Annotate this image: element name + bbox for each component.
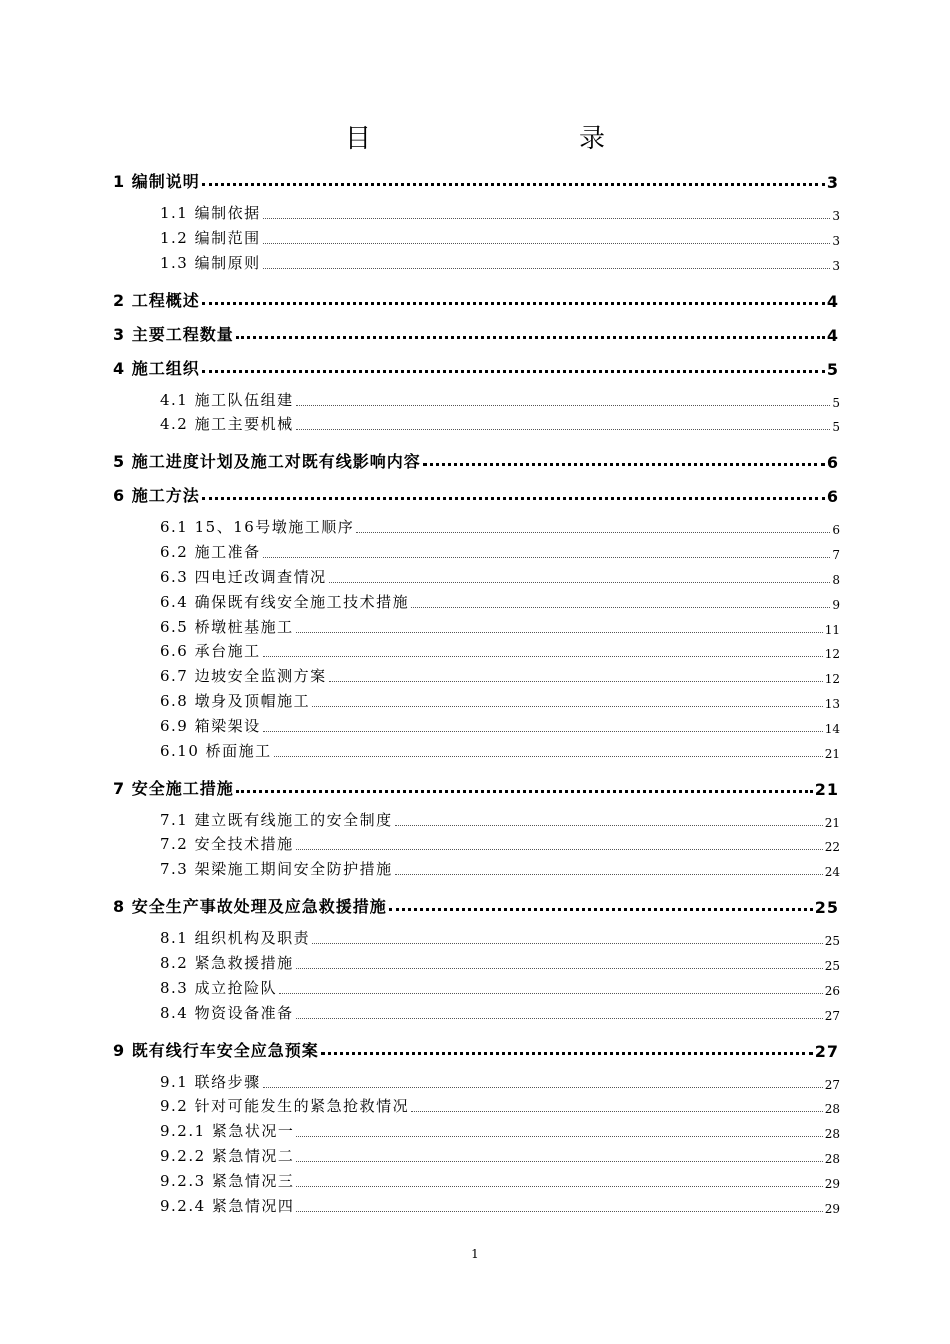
toc-entry-page: 12 xyxy=(824,647,840,662)
toc-entry-label: 7.3 架梁施工期间安全防护措施 xyxy=(160,860,393,879)
toc-section-entry[interactable] xyxy=(160,1001,840,1023)
toc-entry-page: 12 xyxy=(824,672,840,687)
toc-section-entry[interactable] xyxy=(160,226,840,248)
toc-dot-leader xyxy=(395,825,823,826)
toc-section-entry[interactable] xyxy=(160,615,840,637)
toc-dot-leader xyxy=(202,370,825,373)
toc-entry-label: 9.2.2 紧急情况二 xyxy=(160,1147,295,1165)
toc-entry-label: 2 工程概述 xyxy=(113,290,200,310)
toc-entry-page: 28 xyxy=(824,1102,840,1117)
toc-entry-label: 8 安全生产事故处理及应急救援措施 xyxy=(113,897,387,917)
toc-entry-page: 3 xyxy=(832,209,840,223)
toc-entry-page: 21 xyxy=(824,815,840,830)
toc-entry-label: 8.2 紧急救援措施 xyxy=(160,954,294,972)
toc-section-entry[interactable] xyxy=(160,639,840,661)
toc-dot-leader xyxy=(411,607,830,608)
toc-section-entry[interactable] xyxy=(160,388,840,410)
toc-chapter-entry[interactable] xyxy=(113,283,839,311)
toc-entry-page: 5 xyxy=(826,359,839,379)
toc-entry-page: 26 xyxy=(824,983,840,998)
toc-entry-page: 25 xyxy=(824,934,840,949)
toc-section-entry[interactable] xyxy=(160,1119,840,1141)
toc-entry-page: 28 xyxy=(824,1127,840,1142)
toc-section-entry[interactable] xyxy=(160,412,840,434)
page-title: 目 录 xyxy=(344,124,657,154)
toc-section-entry[interactable] xyxy=(160,976,840,998)
toc-dot-leader xyxy=(389,908,813,911)
toc-section-entry[interactable] xyxy=(160,590,840,612)
toc-entry-label: 8.4 物资设备准备 xyxy=(160,1003,294,1022)
toc-entry-label: 8.1 组织机构及职责 xyxy=(160,929,311,948)
toc-entry-page: 6 xyxy=(826,453,839,473)
toc-entry-page: 24 xyxy=(824,865,840,880)
toc-entry-label: 7 安全施工措施 xyxy=(113,778,234,798)
toc-section-entry[interactable] xyxy=(160,857,840,879)
toc-dot-leader xyxy=(411,1111,823,1112)
toc-entry-label: 6.10 桥面施工 xyxy=(160,741,272,760)
toc-entry-page: 9 xyxy=(832,597,840,612)
toc-entry-page: 21 xyxy=(814,779,839,799)
toc-chapter-entry[interactable] xyxy=(113,444,839,472)
toc-entry-label: 6.9 箱梁架设 xyxy=(160,716,261,735)
toc-dot-leader xyxy=(356,532,830,533)
toc-dot-leader xyxy=(423,463,825,466)
toc-entry-label: 1.1 编制依据 xyxy=(160,204,261,222)
toc-section-entry[interactable] xyxy=(160,1194,840,1216)
toc-dot-leader xyxy=(296,1161,822,1162)
toc-dot-leader xyxy=(296,405,831,406)
toc-chapter-entry[interactable] xyxy=(113,889,839,917)
toc-entry-label: 7.2 安全技术措施 xyxy=(160,835,294,854)
toc-dot-leader xyxy=(296,1136,822,1137)
toc-entry-label: 7.1 建立既有线施工的安全制度 xyxy=(160,810,393,829)
toc-entry-page: 29 xyxy=(824,1176,840,1191)
toc-entry-label: 9.2.1 紧急状况一 xyxy=(160,1122,295,1141)
toc-section-entry[interactable] xyxy=(160,739,840,761)
toc-dot-leader xyxy=(329,681,823,682)
toc-entry-page: 27 xyxy=(814,1041,839,1061)
toc-section-entry[interactable] xyxy=(160,1144,840,1166)
toc-section-entry[interactable] xyxy=(160,515,840,537)
toc-chapter-entry[interactable] xyxy=(113,1033,839,1061)
toc-entry-label: 6 施工方法 xyxy=(113,486,200,506)
toc-entry-label: 9 既有线行车安全应急预案 xyxy=(113,1040,319,1060)
toc-dot-leader xyxy=(296,968,823,969)
toc-section-entry[interactable] xyxy=(160,1070,840,1092)
toc-entry-page: 27 xyxy=(824,1008,840,1023)
toc-dot-leader xyxy=(263,1087,823,1088)
toc-entry-page: 29 xyxy=(824,1201,840,1216)
toc-dot-leader xyxy=(202,183,825,186)
toc-dot-leader xyxy=(329,582,831,583)
toc-entry-label: 6.1 15、16号墩施工顺序 xyxy=(160,518,355,537)
toc-entry-label: 1.3 编制原则 xyxy=(160,253,261,272)
toc-section-entry[interactable] xyxy=(160,1094,840,1116)
toc-section-entry[interactable] xyxy=(160,808,840,830)
toc-entry-label: 9.1 联络步骤 xyxy=(160,1072,261,1091)
toc-entry-page: 6 xyxy=(832,523,840,538)
toc-entry-page: 28 xyxy=(824,1152,840,1166)
toc-entry-page: 11 xyxy=(824,622,840,637)
toc-dot-leader xyxy=(263,656,823,657)
toc-dot-leader xyxy=(296,849,823,850)
toc-section-entry[interactable] xyxy=(160,251,840,273)
toc-entry-label: 4 施工组织 xyxy=(113,358,200,378)
toc-chapter-entry[interactable] xyxy=(113,164,839,192)
toc-chapter-entry[interactable] xyxy=(113,771,839,799)
toc-entry-page: 5 xyxy=(832,395,840,410)
toc-dot-leader xyxy=(279,993,823,994)
toc-chapter-entry[interactable] xyxy=(113,317,839,345)
toc-entry-label: 8.3 成立抢险队 xyxy=(160,978,278,997)
toc-entry-label: 1 编制说明 xyxy=(113,172,200,191)
toc-entry-page: 5 xyxy=(832,420,840,435)
toc-dot-leader xyxy=(263,268,831,269)
toc-dot-leader xyxy=(296,1211,822,1212)
toc-entry-page: 8 xyxy=(832,573,840,587)
toc-entry-page: 3 xyxy=(832,233,840,248)
toc-dot-leader xyxy=(395,874,823,875)
toc-dot-leader xyxy=(263,731,823,732)
toc-entry-label: 6.6 承台施工 xyxy=(160,642,261,661)
toc-entry-label: 3 主要工程数量 xyxy=(113,324,234,344)
toc-entry-page: 4 xyxy=(826,291,839,311)
toc-entry-label: 4.1 施工队伍组建 xyxy=(160,390,294,409)
toc-section-entry[interactable] xyxy=(160,951,840,973)
toc-dot-leader xyxy=(236,336,825,339)
toc-dot-leader xyxy=(312,943,823,944)
page-number: 1 xyxy=(471,1247,479,1261)
toc-entry-page: 6 xyxy=(826,487,839,507)
toc-dot-leader xyxy=(296,1018,823,1019)
toc-entry-page: 7 xyxy=(832,548,840,563)
toc-section-entry[interactable] xyxy=(160,714,840,736)
toc-entry-label: 6.3 四电迁改调查情况 xyxy=(160,568,327,586)
toc-entry-page: 27 xyxy=(824,1077,840,1092)
toc-entry-label: 6.7 边坡安全监测方案 xyxy=(160,667,327,686)
toc-entry-label: 1.2 编制范围 xyxy=(160,228,261,247)
toc-dot-leader xyxy=(312,706,823,707)
toc-entry-page: 25 xyxy=(814,898,839,918)
toc-dot-leader xyxy=(263,557,831,558)
toc-section-entry[interactable] xyxy=(160,540,840,562)
toc-entry-label: 6.4 确保既有线安全施工技术措施 xyxy=(160,592,410,611)
toc-dot-leader xyxy=(202,302,825,305)
toc-entry-page: 25 xyxy=(824,959,840,973)
toc-entry-label: 6.5 桥墩桩基施工 xyxy=(160,617,294,636)
toc-chapter-entry[interactable] xyxy=(113,478,839,506)
toc-entry-page: 3 xyxy=(826,173,839,192)
toc-section-entry[interactable] xyxy=(160,201,840,223)
toc-section-entry[interactable] xyxy=(160,926,840,948)
toc-entry-label: 9.2.3 紧急情况三 xyxy=(160,1171,295,1190)
toc-entry-label: 9.2 针对可能发生的紧急抢救情况 xyxy=(160,1097,410,1116)
toc-entry-label: 9.2.4 紧急情况四 xyxy=(160,1196,295,1215)
toc-entry-page: 4 xyxy=(826,325,839,345)
toc-entry-page: 22 xyxy=(824,840,840,855)
toc-section-entry[interactable] xyxy=(160,689,840,711)
toc-dot-leader xyxy=(274,756,823,757)
toc-entry-label: 4.2 施工主要机械 xyxy=(160,415,294,434)
toc-section-entry[interactable] xyxy=(160,565,840,587)
toc-dot-leader xyxy=(236,790,813,793)
toc-section-entry[interactable] xyxy=(160,832,840,854)
toc-section-entry[interactable] xyxy=(160,1169,840,1191)
toc-dot-leader xyxy=(321,1052,813,1055)
toc-entry-page: 3 xyxy=(832,258,840,273)
toc-dot-leader xyxy=(296,632,823,633)
toc-entry-label: 6.8 墩身及顶帽施工 xyxy=(160,692,311,710)
toc-entry-page: 21 xyxy=(824,746,840,761)
toc-entry-label: 6.2 施工准备 xyxy=(160,543,261,562)
toc-entry-page: 13 xyxy=(824,697,840,711)
toc-dot-leader xyxy=(296,1186,822,1187)
toc-dot-leader xyxy=(296,429,831,430)
toc-entry-label: 5 施工进度计划及施工对既有线影响内容 xyxy=(113,452,421,472)
toc-section-entry[interactable] xyxy=(160,664,840,686)
toc-dot-leader xyxy=(263,218,831,219)
toc-dot-leader xyxy=(263,243,831,244)
toc-entry-page: 14 xyxy=(824,721,840,736)
toc-chapter-entry[interactable] xyxy=(113,351,839,379)
toc-dot-leader xyxy=(202,497,825,500)
